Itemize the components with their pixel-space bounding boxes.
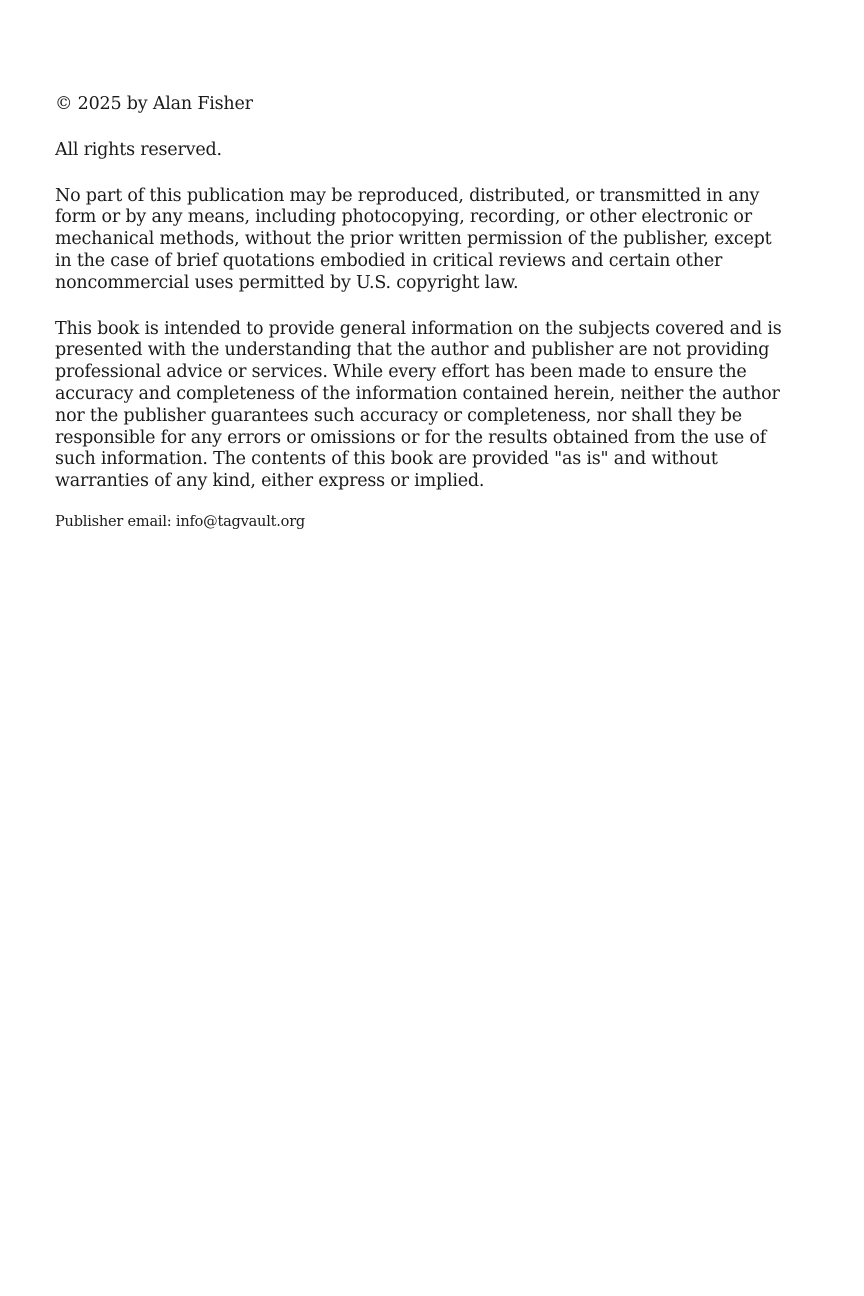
publisher-email: Publisher email: info@tagvault.org: [55, 513, 306, 530]
rights-reserved-line: All rights reserved.: [55, 139, 222, 160]
copyright-block: [55, 94, 785, 531]
reproduction-notice: No part of this publication may be reproduced, distributed, or transmitted in any form or by any means, including photocopying, recording, or other electronic or mechanical methods, without the prior written permission of the publisher, except in the case of brief quotations embodied in critical reviews and certain other noncommercial uses permitted by U.S. copyright law.: [55, 185, 772, 293]
copyright-line: © 2025 by Alan Fisher: [55, 94, 253, 114]
disclaimer-paragraph: This book is intended to provide general information on the subjects covered and is presented with the understanding that the author and publisher are not providing professional advice or services. While every effort has been made to ensure the accuracy and completeness of the information contained herein, neither the author nor the publisher guarantees such accuracy or completeness, nor shall they be responsible for any errors or omissions or for the results obtained from the use of such information. The contents of this book are provided "as is" and without warranties of any kind, either express or implied.: [55, 318, 782, 492]
